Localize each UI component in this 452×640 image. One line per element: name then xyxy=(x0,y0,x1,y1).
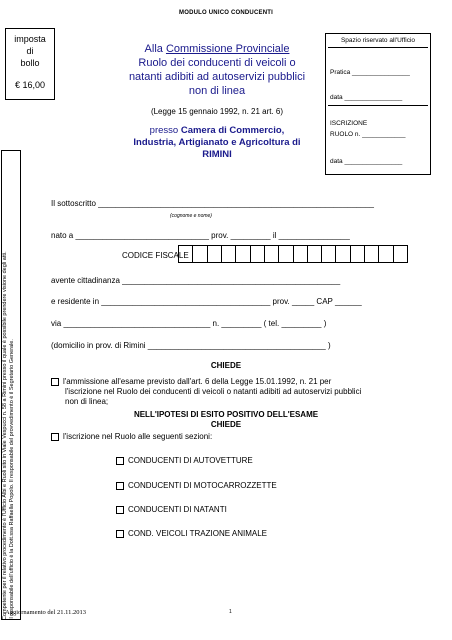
office-divider xyxy=(328,47,428,48)
addressee-block xyxy=(112,42,322,98)
residence-field[interactable]: e residente in ______________________________________ prov. _____ CAP ______ xyxy=(51,297,362,306)
pratica-field[interactable]: Pratica ________________ xyxy=(330,69,410,76)
section-checkbox[interactable] xyxy=(116,506,124,514)
cf-cell[interactable] xyxy=(336,245,350,263)
ruolo-field[interactable]: RUOLO n. ____________ xyxy=(330,131,406,138)
chamber-line-3: RIMINI xyxy=(202,149,232,160)
section-option[interactable] xyxy=(116,456,253,465)
cf-cell[interactable] xyxy=(208,245,222,263)
cf-cell[interactable] xyxy=(394,245,408,263)
codice-fiscale-label: CODICE FISCALE xyxy=(122,251,189,260)
page-number: 1 xyxy=(229,609,232,615)
request1-line-1: l'ammissione all'esame previsto dall'art. 6 della Legge 15.01.1992, n. 21 per xyxy=(63,377,332,386)
cf-cell[interactable] xyxy=(365,245,379,263)
side-note xyxy=(2,150,20,620)
request1-line-3: non di linea; xyxy=(65,397,109,406)
condition-heading: NELL'IPOTESI DI ESITO POSITIVO DELL'ESAME xyxy=(133,410,319,419)
office-reserved-box xyxy=(325,33,431,175)
request-enrollment xyxy=(51,432,421,442)
office-box-title: Spazio riservato all'Ufficio xyxy=(340,37,416,44)
addressee-line-4: non di linea xyxy=(188,85,246,97)
section-checkbox[interactable] xyxy=(116,530,124,538)
iscrizione-label: ISCRIZIONE xyxy=(330,120,368,127)
sottoscritto-field[interactable]: Il sottoscritto ______________________________________________________________ xyxy=(51,199,374,208)
cf-cell[interactable] xyxy=(251,245,265,263)
side-note-line-1: Competente per il relativo procedimento è l'Ufficio Albi e Ruoli sito in Viale Vespucci n. 58 a Rimini presso il quale è possibile prendere visione degli atti. xyxy=(2,251,8,620)
section-option[interactable] xyxy=(116,529,267,538)
office-divider xyxy=(328,105,428,106)
section-checkbox[interactable] xyxy=(116,457,124,465)
citizenship-field[interactable]: avente cittadinanza _________________________________________________ xyxy=(51,276,341,285)
tax-stamp-box xyxy=(5,28,55,100)
request1-line-2: l'iscrizione nel Ruolo dei conducenti di veicoli o natanti adibiti ad autoservizi pubblici xyxy=(65,387,362,396)
domicile-field[interactable]: (domicilio in prov. di Rimini ________________________________________ ) xyxy=(51,341,331,350)
chamber-line-2: Industria, Artigianato e Agricoltura di xyxy=(133,137,301,148)
section-option[interactable] xyxy=(116,481,277,490)
cf-cell[interactable] xyxy=(193,245,207,263)
addressee-line-2: Ruolo dei conducenti di veicoli o xyxy=(138,57,296,69)
cf-cell[interactable] xyxy=(279,245,293,263)
section-checkbox[interactable] xyxy=(116,482,124,490)
commission-link[interactable]: Commissione Provinciale xyxy=(165,43,290,55)
chiede-heading-1: CHIEDE xyxy=(210,361,242,370)
update-date: Aggiornamento del 21.11.2013 xyxy=(5,609,86,616)
form-title: MODULO UNICO CONDUCENTI xyxy=(179,10,273,16)
cf-cell[interactable] xyxy=(294,245,308,263)
chiede-heading-2: CHIEDE xyxy=(210,420,242,429)
admission-checkbox[interactable] xyxy=(51,378,59,386)
address-field[interactable]: via _________________________________ n. _________ ( tel. _________ ) xyxy=(51,319,327,328)
cognome-nome-hint: (cognome e nome) xyxy=(170,213,212,219)
stamp-line-2: di xyxy=(26,46,34,56)
codice-fiscale-grid[interactable] xyxy=(178,245,408,263)
side-note-line-2: Il responsabile dell'ufficio è la Dott.ssa Raffaella Popolo. Il responsabile del provvedimento è il Segretario Generale. xyxy=(9,339,15,620)
section-label: CONDUCENTI DI AUTOVETTURE xyxy=(128,456,253,465)
section-label: COND. VEICOLI TRAZIONE ANIMALE xyxy=(128,529,267,538)
cf-cell[interactable] xyxy=(236,245,250,263)
cf-cell[interactable] xyxy=(322,245,336,263)
section-option[interactable] xyxy=(116,505,227,514)
date-field-1[interactable]: data ________________ xyxy=(330,94,403,101)
stamp-line-1: imposta xyxy=(14,34,46,44)
stamp-line-3: bollo xyxy=(20,58,40,68)
request-admission xyxy=(51,377,421,407)
chamber-line-1: Camera di Commercio, xyxy=(180,125,285,136)
cf-cell[interactable] xyxy=(265,245,279,263)
cf-cell[interactable] xyxy=(308,245,322,263)
birthplace-field[interactable]: nato a ______________________________ prov. _________ il ________________ xyxy=(51,231,350,240)
chamber-prefix: presso xyxy=(149,125,181,136)
cf-cell[interactable] xyxy=(379,245,393,263)
stamp-amount: € 16,00 xyxy=(14,80,46,90)
addressee-prefix: Alla xyxy=(144,43,166,55)
cf-cell[interactable] xyxy=(178,245,193,263)
section-label: CONDUCENTI DI NATANTI xyxy=(128,505,227,514)
section-label: CONDUCENTI DI MOTOCARROZZETTE xyxy=(128,481,277,490)
date-field-2[interactable]: data ________________ xyxy=(330,158,403,165)
cf-cell[interactable] xyxy=(351,245,365,263)
cf-cell[interactable] xyxy=(222,245,236,263)
enrollment-checkbox[interactable] xyxy=(51,433,59,441)
chamber-block xyxy=(112,125,322,161)
law-reference: (Legge 15 gennaio 1992, n. 21 art. 6) xyxy=(150,107,284,116)
request2-text: l'iscrizione nel Ruolo alle seguenti sezioni: xyxy=(63,432,213,441)
addressee-line-3: natanti adibiti ad autoservizi pubblici xyxy=(128,71,306,83)
